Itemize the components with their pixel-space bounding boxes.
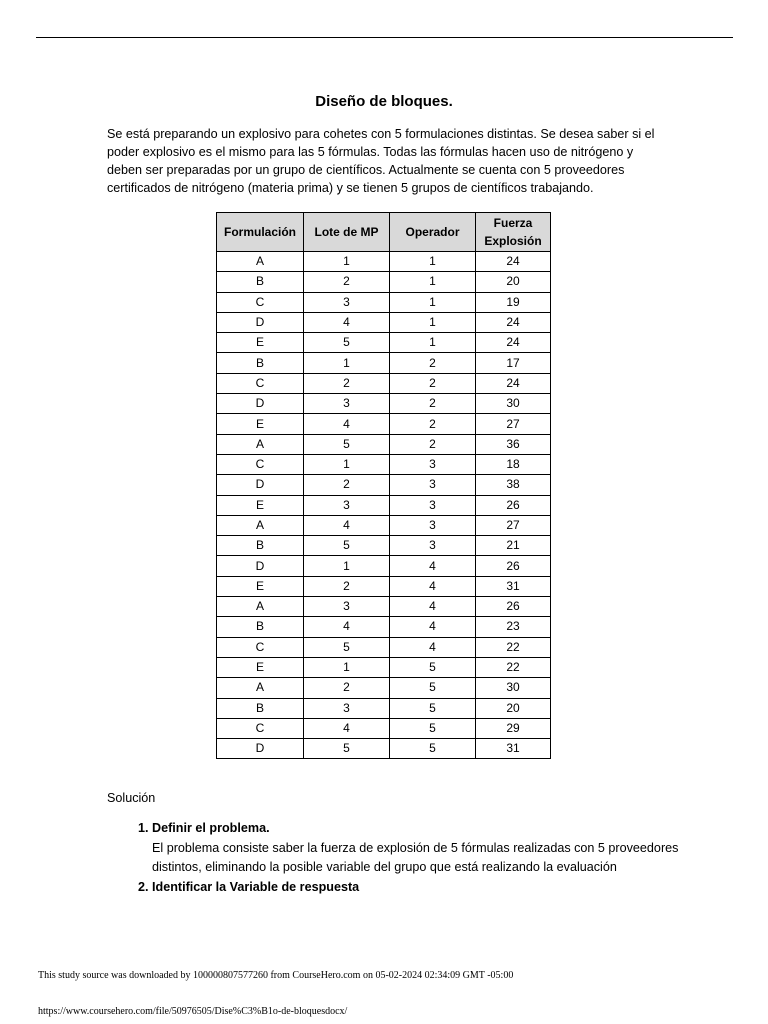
table-cell: 27	[476, 515, 551, 535]
table-cell: C	[217, 373, 304, 393]
table-row	[217, 576, 551, 596]
table-cell: 3	[304, 495, 390, 515]
table-cell: 24	[476, 252, 551, 272]
table-cell: 4	[390, 597, 476, 617]
step-title: Definir el problema.	[152, 821, 270, 835]
table-cell: C	[217, 718, 304, 738]
table-row	[217, 475, 551, 495]
table-cell: 19	[476, 292, 551, 312]
table-cell: 5	[390, 657, 476, 677]
table-cell: 3	[304, 698, 390, 718]
table-cell: A	[217, 678, 304, 698]
step-title: Identificar la Variable de respuesta	[152, 879, 360, 894]
table-row	[217, 292, 551, 312]
header-operador: Operador	[390, 213, 476, 252]
table-cell: 4	[304, 414, 390, 434]
table-cell: 4	[390, 637, 476, 657]
step-body: El problema consiste saber la fuerza de explosión de 5 fórmulas realizadas con 5 proveedores distintos, eliminando la posible variable del grupo que está realizando la evaluación	[152, 840, 679, 874]
table-cell: 4	[304, 617, 390, 637]
table-cell: 4	[390, 617, 476, 637]
table-cell: B	[217, 536, 304, 556]
table-row	[217, 657, 551, 677]
table-cell: 2	[390, 414, 476, 434]
table-row	[217, 718, 551, 738]
table-cell: 4	[390, 576, 476, 596]
table-cell: 2	[304, 475, 390, 495]
table-cell: 5	[304, 739, 390, 759]
table-cell: 22	[476, 657, 551, 677]
table-cell: 2	[390, 353, 476, 373]
table-cell: D	[217, 475, 304, 495]
table-row	[217, 536, 551, 556]
table-cell: 3	[304, 292, 390, 312]
table-cell: C	[217, 292, 304, 312]
table-cell: D	[217, 556, 304, 576]
table-cell: 5	[390, 678, 476, 698]
table-cell: 3	[390, 475, 476, 495]
table-cell: 5	[304, 333, 390, 353]
table-cell: 20	[476, 698, 551, 718]
header-lote-mp: Lote de MP	[304, 213, 390, 252]
table-cell: 24	[476, 373, 551, 393]
table-cell: 4	[304, 718, 390, 738]
table-row	[217, 434, 551, 454]
table-cell: B	[217, 272, 304, 292]
data-table	[216, 212, 551, 759]
table-cell: 3	[304, 597, 390, 617]
table-cell: 2	[304, 373, 390, 393]
table-cell: 20	[476, 272, 551, 292]
table-cell: 4	[304, 312, 390, 332]
intro-paragraph: Se está preparando un explosivo para cohetes con 5 formulaciones distintas. Se desea saber si el poder explosivo es el mismo para las 5 fórmulas. Todas las fórmulas hacen uso de nitrógeno y deben ser preparadas por un grupo de científicos. Actualmente se cuenta con 5 proveedores certificados de nitrógeno (materia prima) y se tienen 5 grupos de científicos trabajando.	[107, 127, 655, 195]
table-cell: 5	[304, 637, 390, 657]
table-cell: 3	[390, 536, 476, 556]
table-cell: 21	[476, 536, 551, 556]
table-row	[217, 272, 551, 292]
table-cell: A	[217, 434, 304, 454]
table-row	[217, 597, 551, 617]
table-row	[217, 312, 551, 332]
solution-steps	[107, 819, 712, 897]
top-divider	[36, 37, 733, 38]
table-row	[217, 515, 551, 535]
download-notice: This study source was downloaded by 100000807577260 from CourseHero.com on 05-02-2024 02:34:09 GMT -05:00	[38, 970, 514, 981]
table-cell: 1	[390, 292, 476, 312]
table-cell: B	[217, 698, 304, 718]
table-row	[217, 637, 551, 657]
table-cell: 17	[476, 353, 551, 373]
table-cell: 38	[476, 475, 551, 495]
table-row	[217, 414, 551, 434]
table-cell: 30	[476, 394, 551, 414]
table-cell: 1	[304, 454, 390, 474]
table-row	[217, 333, 551, 353]
table-cell: 5	[390, 698, 476, 718]
table-cell: 3	[390, 454, 476, 474]
table-cell: 36	[476, 434, 551, 454]
table-cell: 4	[390, 556, 476, 576]
table-cell: 1	[304, 353, 390, 373]
table-row	[217, 556, 551, 576]
solution-label: Solución	[107, 791, 156, 805]
table-cell: 23	[476, 617, 551, 637]
table-cell: E	[217, 333, 304, 353]
document-title: Diseño de bloques.	[315, 93, 453, 110]
table-cell: 24	[476, 333, 551, 353]
table-cell: E	[217, 414, 304, 434]
table-cell: 2	[304, 272, 390, 292]
header-formulacion: Formulación	[217, 213, 304, 252]
table-cell: A	[217, 515, 304, 535]
table-cell: 5	[390, 739, 476, 759]
table-cell: 22	[476, 637, 551, 657]
table-cell: 2	[304, 576, 390, 596]
table-cell: 1	[390, 272, 476, 292]
table-cell: 31	[476, 739, 551, 759]
table-row	[217, 739, 551, 759]
table-cell: 26	[476, 556, 551, 576]
table-cell: 2	[304, 678, 390, 698]
table-cell: D	[217, 312, 304, 332]
table-row	[217, 495, 551, 515]
table-cell: D	[217, 394, 304, 414]
table-cell: B	[217, 617, 304, 637]
table-cell: D	[217, 739, 304, 759]
table-cell: 31	[476, 576, 551, 596]
table-cell: 5	[304, 536, 390, 556]
table-cell: 1	[390, 333, 476, 353]
table-cell: 1	[304, 556, 390, 576]
table-cell: 24	[476, 312, 551, 332]
table-cell: 27	[476, 414, 551, 434]
table-cell: 3	[390, 495, 476, 515]
table-cell: 26	[476, 597, 551, 617]
table-cell: 5	[390, 718, 476, 738]
table-cell: A	[217, 252, 304, 272]
table-cell: 30	[476, 678, 551, 698]
step-item	[152, 878, 712, 898]
table-cell: 3	[390, 515, 476, 535]
table-cell: E	[217, 576, 304, 596]
table-cell: 1	[390, 252, 476, 272]
table-cell: 4	[304, 515, 390, 535]
table-row	[217, 617, 551, 637]
table-row	[217, 252, 551, 272]
table-cell: 1	[304, 252, 390, 272]
step-item	[152, 819, 712, 878]
table-body	[217, 252, 551, 759]
table-cell: 26	[476, 495, 551, 515]
table-cell: C	[217, 454, 304, 474]
table-row	[217, 698, 551, 718]
table-row	[217, 394, 551, 414]
table-cell: E	[217, 495, 304, 515]
table-row	[217, 353, 551, 373]
table-cell: 3	[304, 394, 390, 414]
table-row	[217, 678, 551, 698]
table-cell: 29	[476, 718, 551, 738]
header-fuerza-explosion: Fuerza Explosión	[476, 213, 551, 252]
table-cell: 1	[304, 657, 390, 677]
table-cell: E	[217, 657, 304, 677]
table-cell: B	[217, 353, 304, 373]
table-cell: C	[217, 637, 304, 657]
source-url[interactable]: https://www.coursehero.com/file/50976505/Dise%C3%B1o-de-bloquesdocx/	[38, 1006, 348, 1017]
table-cell: 1	[390, 312, 476, 332]
table-row	[217, 454, 551, 474]
table-cell: 2	[390, 373, 476, 393]
table-cell: 2	[390, 394, 476, 414]
table-row	[217, 373, 551, 393]
table-cell: 5	[304, 434, 390, 454]
table-cell: A	[217, 597, 304, 617]
table-header-row	[217, 213, 551, 252]
table-cell: 2	[390, 434, 476, 454]
table-cell: 18	[476, 454, 551, 474]
